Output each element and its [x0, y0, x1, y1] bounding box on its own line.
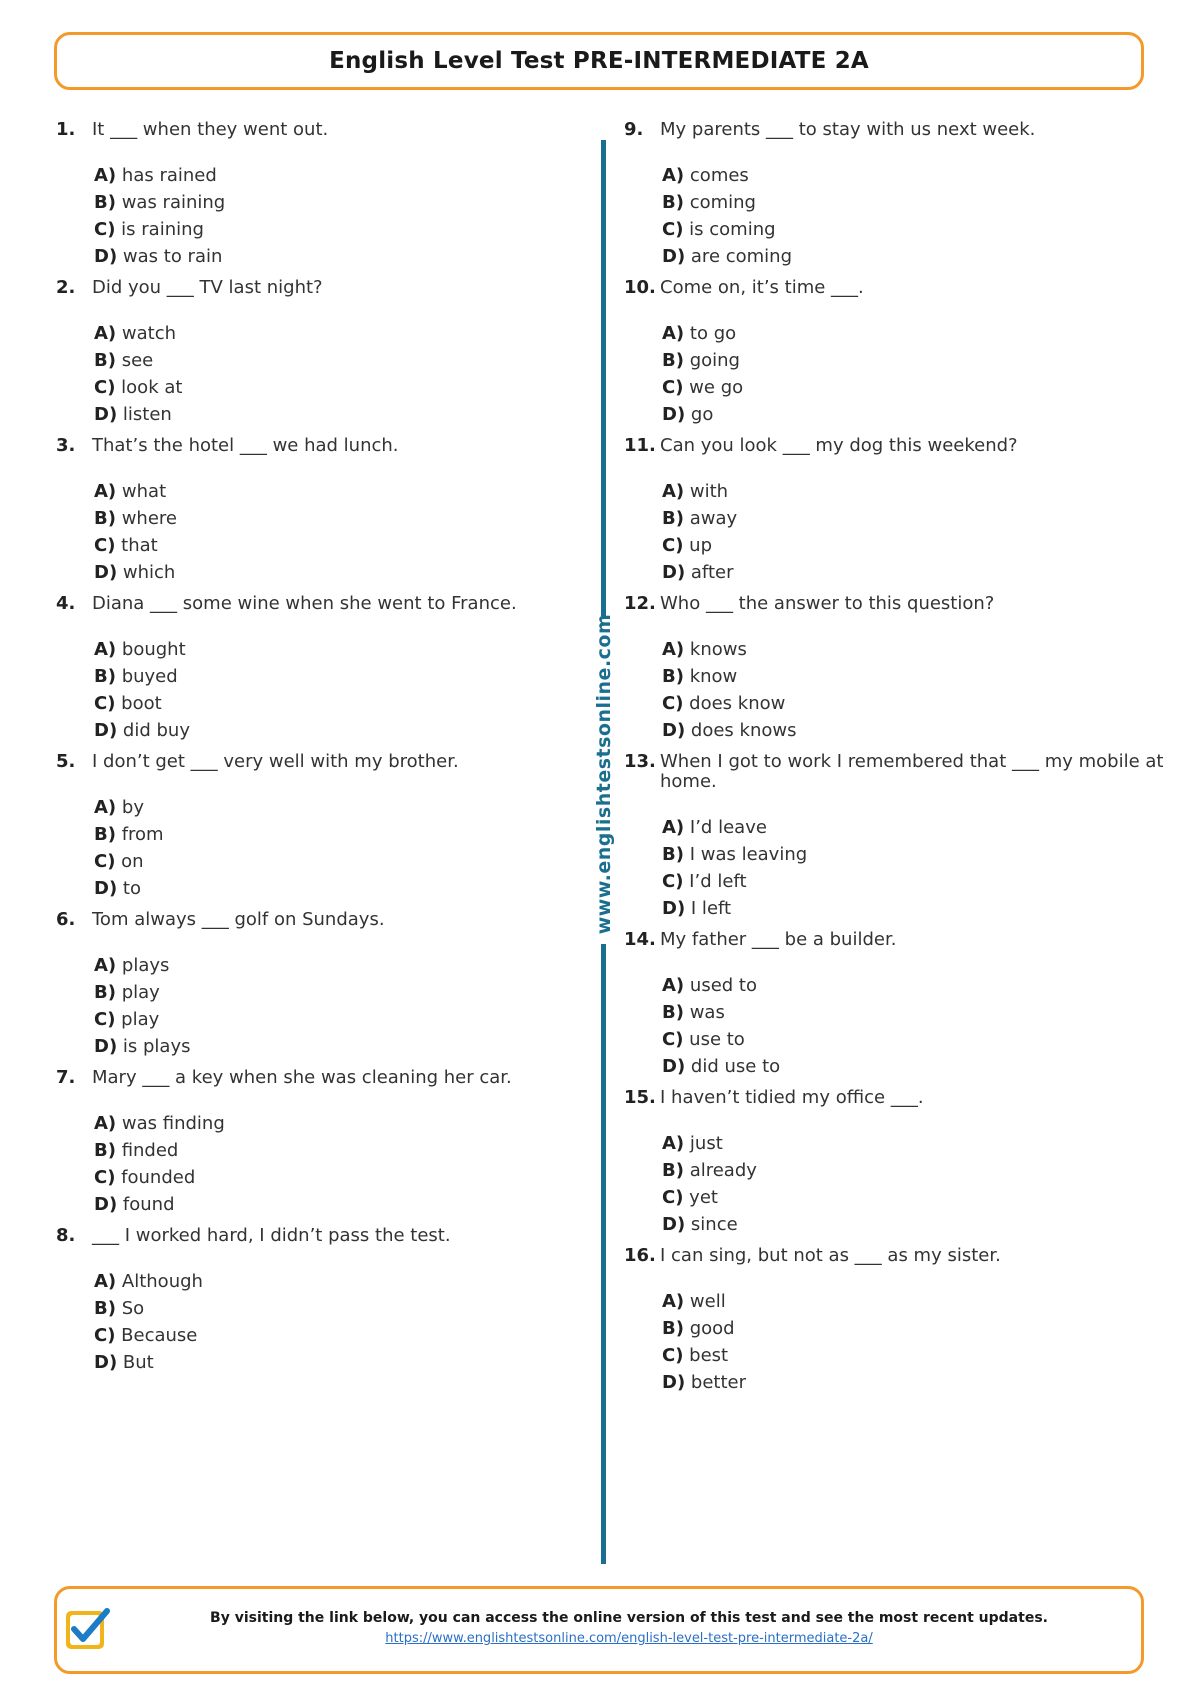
option-text: did use to	[690, 1056, 781, 1077]
option-text: since	[690, 1214, 738, 1235]
question-line	[56, 436, 576, 456]
option-letter: B)	[662, 508, 684, 529]
option-text: best	[689, 1345, 729, 1366]
question-number: 1.	[56, 119, 76, 140]
option-letter: C)	[662, 1187, 684, 1208]
option-text: has rained	[121, 165, 217, 186]
option-letter: A)	[662, 817, 685, 838]
answer-option	[94, 1137, 576, 1164]
answer-options	[94, 320, 576, 428]
option-letter: C)	[662, 1345, 684, 1366]
question-number: 6.	[56, 909, 76, 930]
question-number: 16.	[624, 1245, 656, 1266]
question-item	[624, 1246, 1164, 1396]
question-line	[624, 278, 1164, 298]
answer-option	[662, 895, 1164, 922]
answer-option	[94, 663, 576, 690]
answer-option	[662, 814, 1164, 841]
option-text: yet	[689, 1187, 718, 1208]
side-watermark-url: www.englishtestsonline.com	[593, 613, 615, 935]
option-letter: C)	[94, 219, 116, 240]
question-line	[56, 120, 576, 140]
option-text: is coming	[689, 219, 776, 240]
answer-option	[662, 1157, 1164, 1184]
question-item	[624, 278, 1164, 428]
question-number: 13.	[624, 751, 656, 772]
question-text: Did you ___ TV last night?	[92, 277, 323, 298]
question-text: I don’t get ___ very well with my brother.	[92, 751, 459, 772]
option-letter: B)	[662, 1002, 684, 1023]
answer-option	[662, 532, 1164, 559]
answer-option	[662, 1130, 1164, 1157]
option-letter: A)	[662, 1133, 685, 1154]
answer-option	[662, 841, 1164, 868]
question-number: 8.	[56, 1225, 76, 1246]
option-text: I was leaving	[689, 844, 808, 865]
option-letter: A)	[94, 1113, 117, 1134]
option-text: is plays	[122, 1036, 191, 1057]
option-text: does know	[689, 693, 786, 714]
option-text: well	[689, 1291, 726, 1312]
option-text: on	[121, 851, 144, 872]
option-text: we go	[689, 377, 744, 398]
option-text: from	[121, 824, 164, 845]
left-question-column	[56, 120, 576, 1384]
answer-option	[94, 875, 576, 902]
option-letter: A)	[662, 1291, 685, 1312]
answer-option	[662, 690, 1164, 717]
question-item	[56, 1068, 576, 1218]
option-text: finded	[121, 1140, 179, 1161]
option-text: is raining	[121, 219, 204, 240]
option-text: was raining	[121, 192, 226, 213]
option-text: listen	[122, 404, 172, 425]
question-line	[624, 436, 1164, 456]
column-divider-bottom	[601, 944, 606, 1564]
answer-option	[662, 401, 1164, 428]
question-line	[624, 930, 1164, 950]
question-line	[56, 1226, 576, 1246]
answer-option	[662, 1184, 1164, 1211]
option-text: look at	[121, 377, 183, 398]
answer-option	[662, 1315, 1164, 1342]
option-letter: D)	[94, 1352, 118, 1373]
option-text: buyed	[121, 666, 178, 687]
answer-option	[94, 979, 576, 1006]
answer-option	[94, 690, 576, 717]
question-number: 5.	[56, 751, 76, 772]
option-letter: D)	[94, 246, 118, 267]
option-text: Although	[121, 1271, 203, 1292]
answer-option	[94, 216, 576, 243]
option-letter: C)	[94, 535, 116, 556]
question-item	[56, 436, 576, 586]
option-letter: C)	[662, 871, 684, 892]
option-letter: C)	[662, 1029, 684, 1050]
question-number: 2.	[56, 277, 76, 298]
answer-option	[94, 717, 576, 744]
option-letter: C)	[94, 377, 116, 398]
answer-option	[662, 559, 1164, 586]
question-text: I can sing, but not as ___ as my sister.	[660, 1245, 1001, 1266]
answer-option	[662, 1026, 1164, 1053]
answer-option	[94, 1295, 576, 1322]
option-text: after	[690, 562, 734, 583]
option-letter: A)	[94, 481, 117, 502]
footer-box	[54, 1586, 1144, 1674]
question-line	[624, 752, 1164, 792]
option-letter: C)	[94, 693, 116, 714]
answer-option	[94, 1268, 576, 1295]
option-text: go	[690, 404, 714, 425]
option-letter: B)	[94, 982, 116, 1003]
question-line	[56, 594, 576, 614]
option-text: where	[121, 508, 177, 529]
question-line	[624, 594, 1164, 614]
answer-options	[94, 952, 576, 1060]
answer-option	[94, 1191, 576, 1218]
answer-option	[662, 189, 1164, 216]
option-text: which	[122, 562, 176, 583]
question-text: Who ___ the answer to this question?	[660, 593, 995, 614]
option-letter: A)	[662, 481, 685, 502]
answer-option	[94, 848, 576, 875]
answer-option	[94, 794, 576, 821]
title-box	[54, 32, 1144, 90]
question-item	[56, 910, 576, 1060]
answer-option	[94, 189, 576, 216]
option-letter: A)	[94, 955, 117, 976]
answer-option	[662, 162, 1164, 189]
answer-option	[662, 1211, 1164, 1238]
option-text: just	[689, 1133, 723, 1154]
option-text: found	[122, 1194, 175, 1215]
option-letter: D)	[662, 562, 686, 583]
answer-options	[662, 320, 1164, 428]
question-number: 3.	[56, 435, 76, 456]
option-text: going	[689, 350, 740, 371]
option-letter: D)	[662, 898, 686, 919]
option-letter: D)	[662, 1372, 686, 1393]
option-letter: B)	[662, 844, 684, 865]
question-text: Can you look ___ my dog this weekend?	[660, 435, 1018, 456]
question-line	[624, 1246, 1164, 1266]
question-text: My parents ___ to stay with us next week.	[660, 119, 1036, 140]
answer-option	[94, 1006, 576, 1033]
answer-options	[662, 1288, 1164, 1396]
question-text: Diana ___ some wine when she went to France.	[92, 593, 517, 614]
checkbox-check-icon	[63, 1605, 111, 1653]
option-text: was	[689, 1002, 725, 1023]
option-text: watch	[121, 323, 177, 344]
option-text: good	[689, 1318, 735, 1339]
option-text: comes	[689, 165, 749, 186]
question-line	[56, 752, 576, 772]
answer-option	[94, 821, 576, 848]
answer-option	[94, 505, 576, 532]
answer-option	[662, 717, 1164, 744]
option-text: did buy	[122, 720, 190, 741]
option-text: use to	[689, 1029, 745, 1050]
option-text: does knows	[690, 720, 797, 741]
footer-text	[127, 1610, 1131, 1646]
question-item	[56, 1226, 576, 1376]
answer-option	[662, 216, 1164, 243]
question-item	[624, 594, 1164, 744]
answer-option	[94, 636, 576, 663]
option-letter: D)	[94, 562, 118, 583]
answer-option	[94, 478, 576, 505]
option-text: play	[121, 1009, 160, 1030]
question-item	[624, 436, 1164, 586]
option-letter: C)	[662, 693, 684, 714]
option-letter: D)	[662, 404, 686, 425]
option-letter: B)	[662, 666, 684, 687]
option-text: But	[122, 1352, 154, 1373]
question-text: It ___ when they went out.	[92, 119, 329, 140]
answer-options	[662, 814, 1164, 922]
option-letter: B)	[662, 192, 684, 213]
option-letter: B)	[94, 192, 116, 213]
option-letter: A)	[94, 323, 117, 344]
question-number: 4.	[56, 593, 76, 614]
option-letter: A)	[94, 165, 117, 186]
option-letter: B)	[94, 508, 116, 529]
option-text: up	[689, 535, 713, 556]
answer-option	[94, 952, 576, 979]
option-text: was to rain	[122, 246, 223, 267]
option-letter: C)	[94, 1009, 116, 1030]
question-text: When I got to work I remembered that ___ my mobile at home.	[660, 751, 1164, 792]
option-letter: D)	[94, 720, 118, 741]
option-letter: C)	[662, 377, 684, 398]
question-item	[56, 120, 576, 270]
question-item	[56, 594, 576, 744]
option-letter: B)	[662, 1160, 684, 1181]
question-line	[56, 1068, 576, 1088]
answer-option	[662, 505, 1164, 532]
option-text: used to	[689, 975, 757, 996]
question-text: Come on, it’s time ___.	[660, 277, 864, 298]
answer-options	[94, 636, 576, 744]
answer-option	[94, 401, 576, 428]
question-number: 7.	[56, 1067, 76, 1088]
answer-options	[662, 162, 1164, 270]
question-line	[56, 278, 576, 298]
question-line	[624, 120, 1164, 140]
answer-option	[662, 1053, 1164, 1080]
option-text: I’d left	[689, 871, 747, 892]
option-letter: C)	[662, 219, 684, 240]
answer-options	[94, 794, 576, 902]
option-letter: D)	[662, 720, 686, 741]
answer-option	[662, 243, 1164, 270]
option-text: better	[690, 1372, 746, 1393]
question-text: Tom always ___ golf on Sundays.	[92, 909, 385, 930]
answer-option	[94, 1322, 576, 1349]
option-letter: C)	[94, 1167, 116, 1188]
answer-option	[94, 374, 576, 401]
option-letter: A)	[662, 323, 685, 344]
option-text: play	[121, 982, 160, 1003]
option-text: So	[121, 1298, 145, 1319]
column-divider-top	[601, 140, 606, 616]
option-letter: A)	[662, 639, 685, 660]
option-letter: B)	[94, 824, 116, 845]
answer-options	[94, 162, 576, 270]
question-number: 11.	[624, 435, 656, 456]
answer-option	[662, 478, 1164, 505]
option-letter: C)	[662, 535, 684, 556]
answer-option	[662, 347, 1164, 374]
answer-option	[94, 1164, 576, 1191]
option-letter: B)	[94, 350, 116, 371]
option-text: I’d leave	[689, 817, 767, 838]
option-text: was finding	[121, 1113, 225, 1134]
option-text: with	[689, 481, 729, 502]
question-number: 10.	[624, 277, 656, 298]
answer-option	[94, 162, 576, 189]
question-item	[624, 752, 1164, 922]
option-letter: B)	[662, 1318, 684, 1339]
page-title: English Level Test PRE-INTERMEDIATE 2A	[329, 48, 869, 74]
option-text: coming	[689, 192, 756, 213]
footer-message: By visiting the link below, you can access the online version of this test and see the most recent updates.	[210, 1610, 1048, 1626]
answer-option	[662, 1342, 1164, 1369]
answer-option	[662, 999, 1164, 1026]
option-letter: A)	[94, 1271, 117, 1292]
question-text: ___ I worked hard, I didn’t pass the test.	[92, 1225, 451, 1246]
question-line	[624, 1088, 1164, 1108]
option-text: founded	[121, 1167, 196, 1188]
answer-option	[94, 1349, 576, 1376]
option-letter: B)	[94, 1140, 116, 1161]
answer-option	[662, 1288, 1164, 1315]
answer-options	[662, 1130, 1164, 1238]
question-number: 15.	[624, 1087, 656, 1108]
option-text: bought	[121, 639, 186, 660]
answer-option	[94, 347, 576, 374]
option-letter: B)	[94, 666, 116, 687]
option-text: I left	[690, 898, 732, 919]
question-item	[624, 1088, 1164, 1238]
question-item	[624, 120, 1164, 270]
answer-options	[662, 478, 1164, 586]
option-text: boot	[121, 693, 162, 714]
answer-option	[662, 320, 1164, 347]
option-letter: D)	[662, 1056, 686, 1077]
answer-options	[94, 1110, 576, 1218]
option-text: what	[121, 481, 167, 502]
option-letter: D)	[94, 1194, 118, 1215]
option-text: knows	[689, 639, 747, 660]
answer-option	[662, 972, 1164, 999]
option-letter: D)	[94, 404, 118, 425]
option-letter: C)	[94, 1325, 116, 1346]
option-letter: B)	[94, 1298, 116, 1319]
option-letter: B)	[662, 350, 684, 371]
answer-option	[94, 532, 576, 559]
question-number: 9.	[624, 119, 644, 140]
option-letter: D)	[662, 246, 686, 267]
answer-option	[662, 663, 1164, 690]
answer-option	[662, 1369, 1164, 1396]
option-text: see	[121, 350, 154, 371]
answer-option	[94, 559, 576, 586]
option-text: are coming	[690, 246, 793, 267]
answer-option	[662, 636, 1164, 663]
option-text: know	[689, 666, 738, 687]
right-question-column	[624, 120, 1164, 1404]
answer-option	[662, 374, 1164, 401]
answer-options	[94, 1268, 576, 1376]
option-text: already	[689, 1160, 757, 1181]
question-item	[56, 752, 576, 902]
answer-options	[662, 972, 1164, 1080]
option-text: by	[121, 797, 144, 818]
question-number: 14.	[624, 929, 656, 950]
answer-option	[94, 320, 576, 347]
option-text: to go	[689, 323, 737, 344]
option-letter: A)	[662, 165, 685, 186]
answer-option	[94, 1110, 576, 1137]
question-text: Mary ___ a key when she was cleaning her car.	[92, 1067, 512, 1088]
option-letter: D)	[94, 878, 118, 899]
question-line	[56, 910, 576, 930]
answer-option	[94, 243, 576, 270]
footer-link[interactable]: https://www.englishtestsonline.com/english-level-test-pre-intermediate-2a/	[385, 1631, 873, 1646]
option-letter: A)	[94, 639, 117, 660]
question-number: 12.	[624, 593, 656, 614]
option-letter: A)	[94, 797, 117, 818]
option-letter: D)	[662, 1214, 686, 1235]
answer-options	[94, 478, 576, 586]
option-text: that	[121, 535, 158, 556]
option-text: plays	[121, 955, 170, 976]
option-text: away	[689, 508, 738, 529]
option-letter: A)	[662, 975, 685, 996]
answer-options	[662, 636, 1164, 744]
question-text: That’s the hotel ___ we had lunch.	[92, 435, 399, 456]
option-text: Because	[121, 1325, 198, 1346]
answer-option	[94, 1033, 576, 1060]
question-item	[624, 930, 1164, 1080]
option-letter: C)	[94, 851, 116, 872]
question-text: My father ___ be a builder.	[660, 929, 897, 950]
option-text: to	[122, 878, 141, 899]
question-item	[56, 278, 576, 428]
question-text: I haven’t tidied my office ___.	[660, 1087, 924, 1108]
answer-option	[662, 868, 1164, 895]
option-letter: D)	[94, 1036, 118, 1057]
